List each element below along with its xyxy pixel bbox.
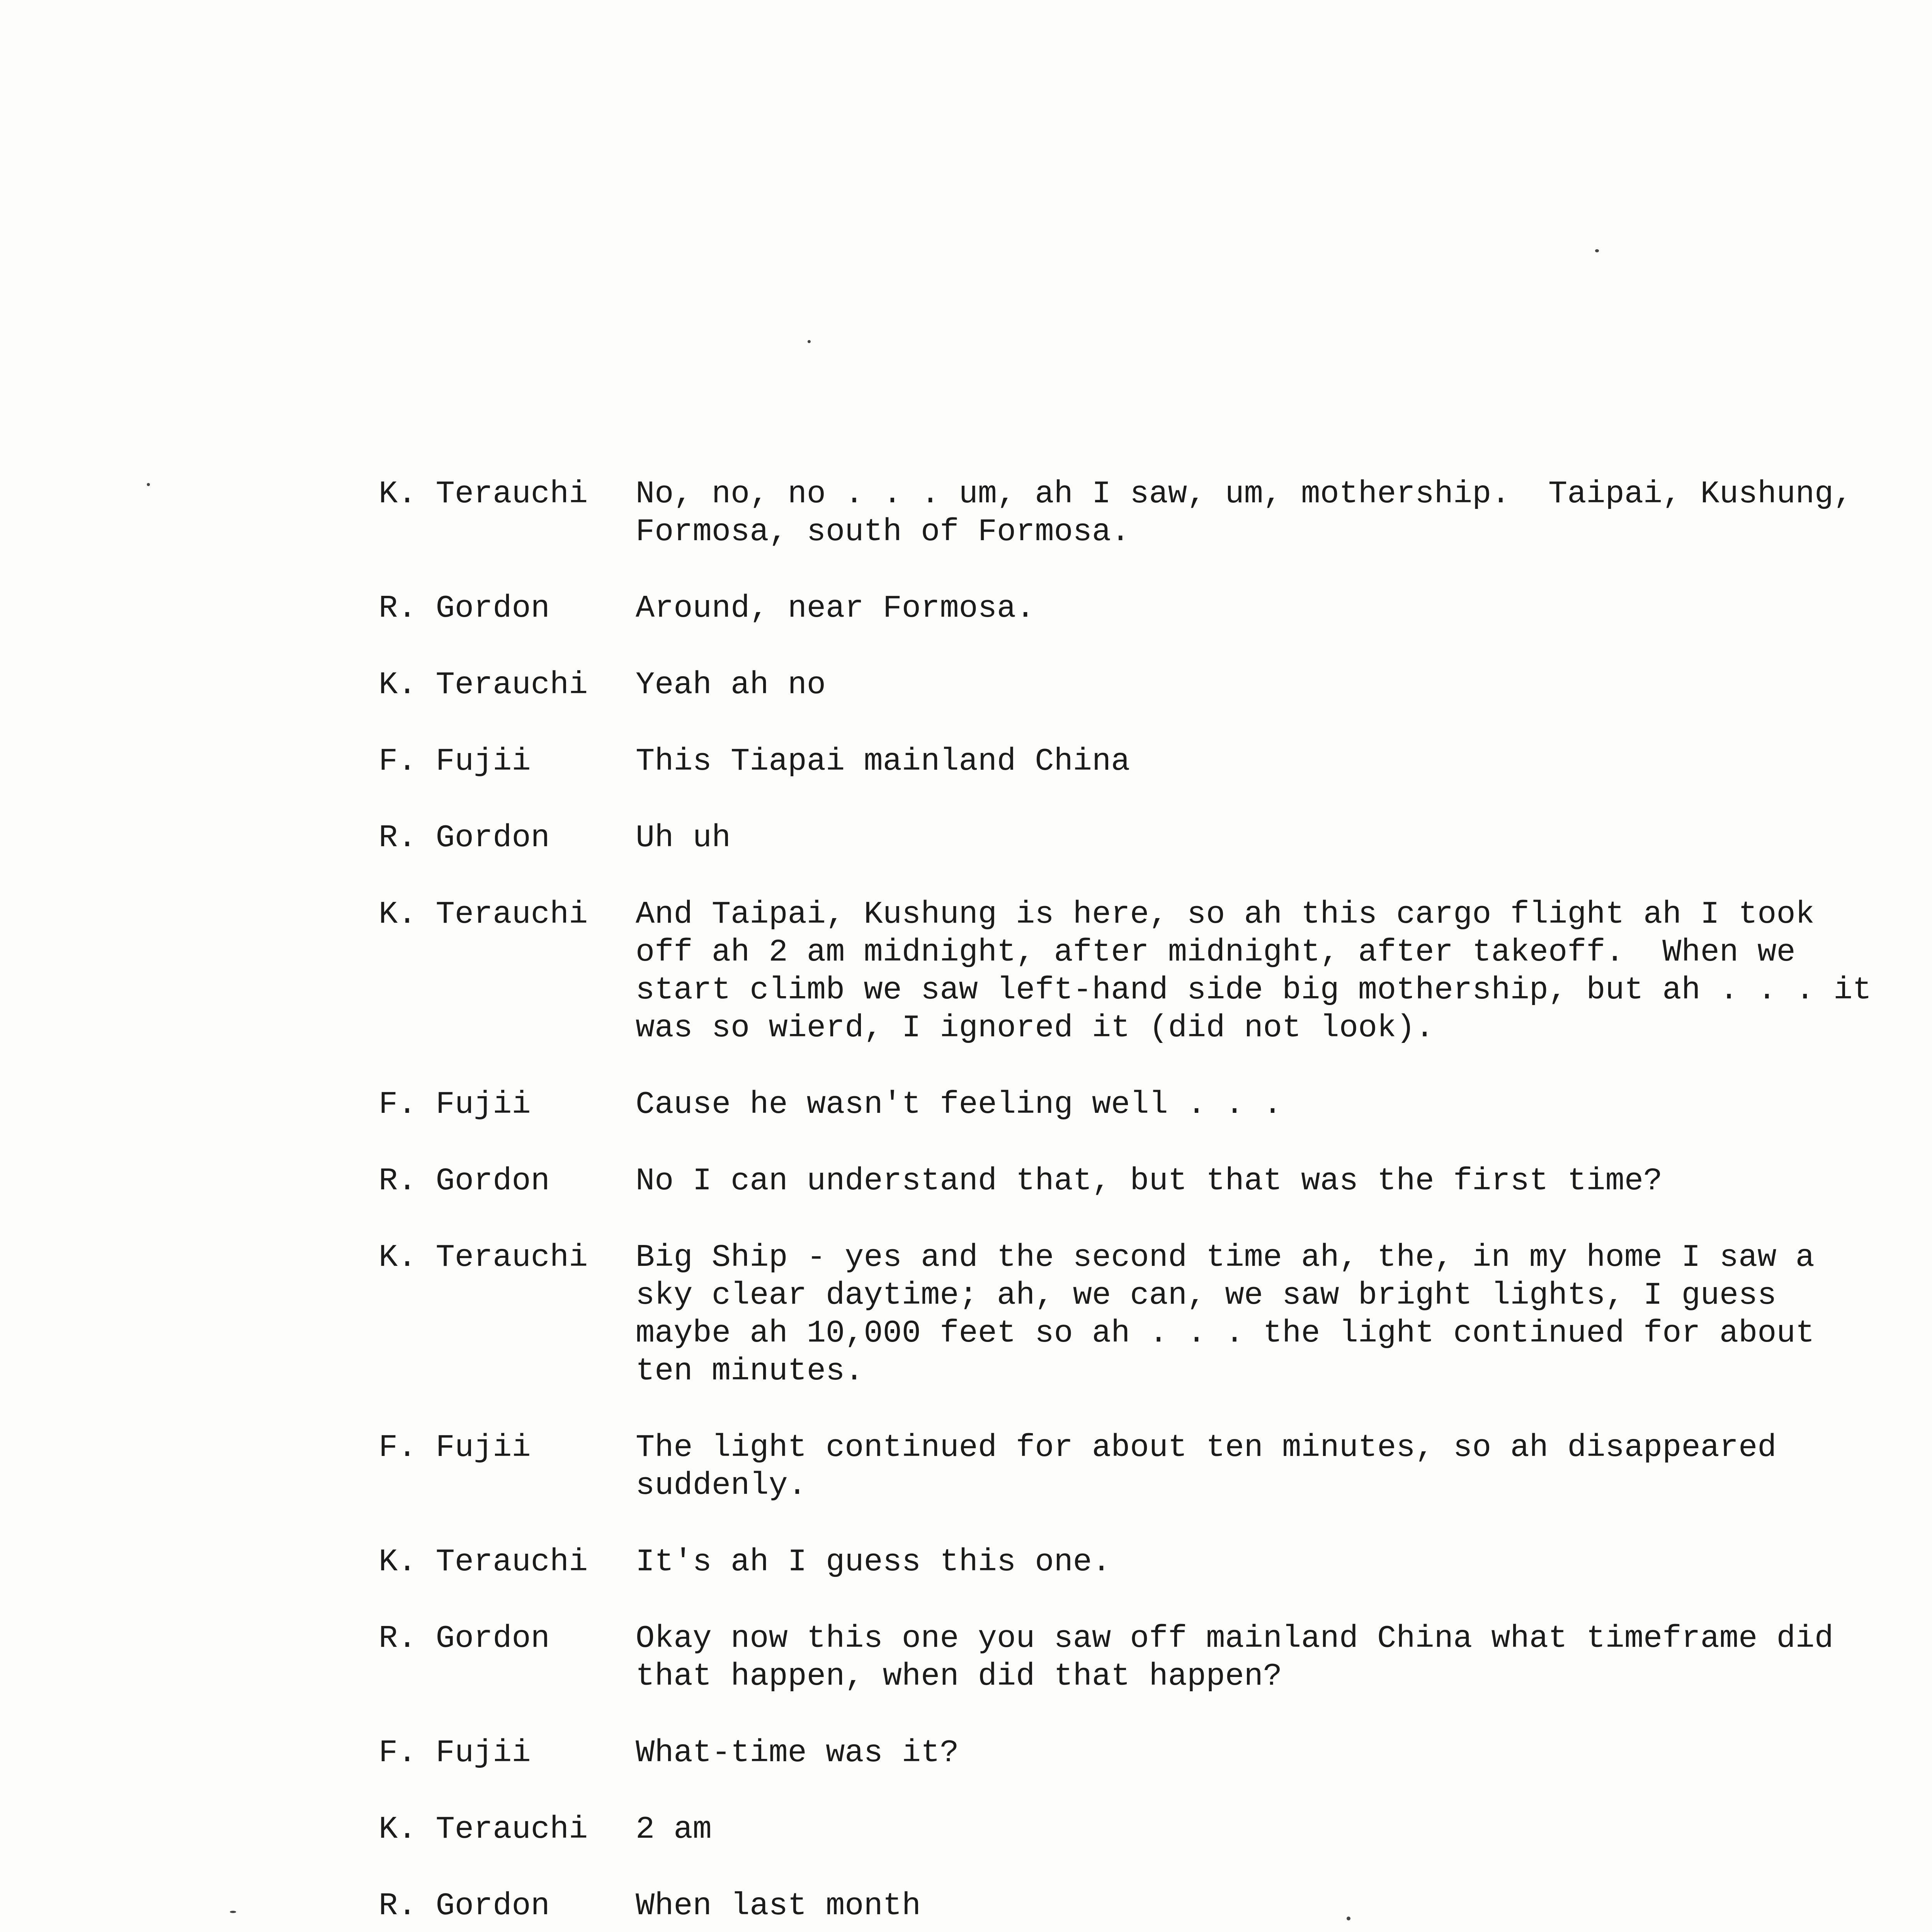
transcript-entry <box>379 666 1932 704</box>
utterance-text: It's ah I guess this one. <box>636 1544 1111 1580</box>
speaker-name: K. Terauchi <box>379 1240 588 1276</box>
transcript-entry <box>379 1543 1932 1581</box>
utterance-text: The light continued for about ten minutes, so ah disappeared suddenly. <box>636 1430 1777 1503</box>
transcript-entry <box>379 1086 1932 1124</box>
transcript <box>379 475 1932 1932</box>
transcript-entry <box>379 1620 1932 1696</box>
scan-speck <box>147 483 150 486</box>
speaker-name: K. Terauchi <box>379 476 588 512</box>
speaker-name: K. Terauchi <box>379 896 588 932</box>
utterance-text: This Tiapai mainland China <box>636 743 1130 779</box>
transcript-entry <box>379 896 1932 1047</box>
utterance-text: 2 am <box>636 1811 712 1847</box>
utterance-text: And Taipai, Kushung is here, so ah this cargo flight ah I took off ah 2 am midnight, after midnight, after takeoff. When we start climb we saw left-hand side big mothership, but ah . . . it was so wierd, I ignored it (did not look). <box>636 896 1872 1046</box>
transcript-entry <box>379 743 1932 781</box>
scan-speck <box>808 340 811 343</box>
scan-speck <box>1347 1917 1350 1920</box>
utterance-text: Cause he wasn't feeling well . . . <box>636 1087 1282 1122</box>
speaker-name: R. Gordon <box>379 1163 550 1199</box>
transcript-entry <box>379 590 1932 628</box>
speaker-name: R. Gordon <box>379 590 550 626</box>
utterance-text: Okay now this one you saw off mainland China what timeframe did that happen, when did that happen? <box>636 1621 1834 1694</box>
speaker-name: R. Gordon <box>379 1888 550 1924</box>
transcript-entry <box>379 1162 1932 1200</box>
utterance-text: No, no, no . . . um, ah I saw, um, mothership. Taipai, Kushung, Formosa, south of Formosa. <box>636 476 1853 550</box>
transcript-entry <box>379 1239 1932 1390</box>
scan-speck <box>230 1911 236 1913</box>
speaker-name: F. Fujii <box>379 743 531 779</box>
speaker-name: F. Fujii <box>379 1430 531 1466</box>
transcript-entry <box>379 475 1932 551</box>
speaker-name: K. Terauchi <box>379 1811 588 1847</box>
transcript-entry <box>379 1811 1932 1849</box>
speaker-name: K. Terauchi <box>379 1544 588 1580</box>
transcript-entry <box>379 1887 1932 1925</box>
transcript-entry <box>379 819 1932 857</box>
scan-speck <box>1595 249 1599 252</box>
utterance-text: When last month <box>636 1888 921 1924</box>
utterance-text: No I can understand that, but that was the first time? <box>636 1163 1663 1199</box>
utterance-text: What-time was it? <box>636 1735 959 1771</box>
transcript-entry <box>379 1429 1932 1505</box>
utterance-text: Uh uh <box>636 820 731 856</box>
speaker-name: K. Terauchi <box>379 667 588 703</box>
transcript-entry <box>379 1734 1932 1772</box>
speaker-name: F. Fujii <box>379 1735 531 1771</box>
utterance-text: Big Ship - yes and the second time ah, the, in my home I saw a sky clear daytime; ah, we can, we saw bright lights, I guess maybe ah 10,000 feet so ah . . . the light continued for about ten minutes. <box>636 1240 1815 1389</box>
speaker-name: R. Gordon <box>379 1621 550 1656</box>
utterance-text: Around, near Formosa. <box>636 590 1035 626</box>
utterance-text: Yeah ah no <box>636 667 826 703</box>
speaker-name: F. Fujii <box>379 1087 531 1122</box>
speaker-name: R. Gordon <box>379 820 550 856</box>
